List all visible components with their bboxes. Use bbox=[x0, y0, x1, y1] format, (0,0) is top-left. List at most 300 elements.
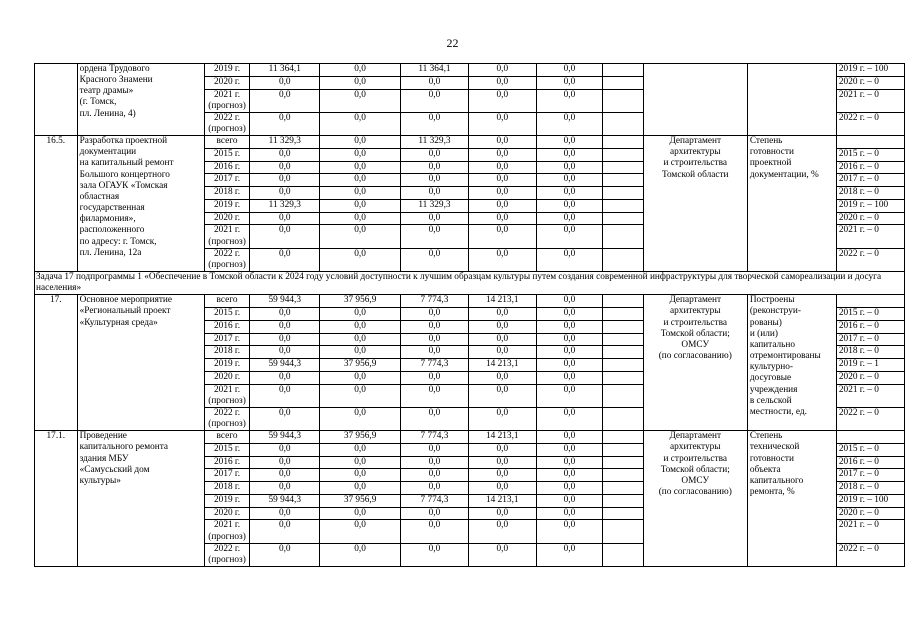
value-cell: 37 956,9 bbox=[320, 359, 401, 372]
table-row bbox=[35, 136, 905, 149]
value-cell: 0,0 bbox=[250, 384, 320, 407]
year-cell bbox=[204, 482, 250, 495]
value-cell: 0,0 bbox=[320, 346, 401, 359]
executor-line: и строительства bbox=[663, 158, 728, 169]
empty-cell bbox=[603, 456, 643, 469]
item-name-line: Основное мероприятие bbox=[79, 295, 173, 306]
value-cell: 0,0 bbox=[536, 359, 602, 372]
value-cell: 0,0 bbox=[320, 225, 401, 248]
year-cell bbox=[204, 431, 250, 444]
empty-cell bbox=[603, 64, 643, 77]
value-cell: 0,0 bbox=[536, 333, 602, 346]
year-cell bbox=[204, 507, 250, 520]
empty-cell bbox=[603, 187, 643, 200]
value-cell: 0,0 bbox=[536, 346, 602, 359]
item-name-line: на капитальный ремонт bbox=[79, 158, 174, 169]
year-line: (прогноз) bbox=[208, 100, 246, 111]
value-cell: 0,0 bbox=[320, 112, 401, 135]
value-cell: 0,0 bbox=[468, 89, 536, 112]
value-cell: 11 329,3 bbox=[401, 199, 469, 212]
indicator-line: рованы) bbox=[749, 317, 782, 328]
value-cell: 14 213,1 bbox=[468, 295, 536, 308]
year-cell bbox=[204, 89, 250, 112]
value-cell: 0,0 bbox=[468, 320, 536, 333]
item-name-line: Разработка проектной bbox=[79, 136, 168, 147]
indicator-line: объекта bbox=[749, 464, 781, 475]
indicator-line: местности, ед. bbox=[749, 406, 807, 417]
executor-line: и строительства bbox=[663, 317, 728, 328]
year-line: 2022 г. bbox=[214, 543, 241, 554]
empty-cell bbox=[603, 161, 643, 174]
year-line: 2020 г. bbox=[214, 371, 241, 382]
year-cell bbox=[204, 187, 250, 200]
value-cell: 0,0 bbox=[320, 64, 401, 77]
executor bbox=[643, 295, 747, 431]
value-cell: 0,0 bbox=[250, 187, 320, 200]
indicator-value: 2019 г. – 100 bbox=[836, 64, 904, 77]
empty-cell bbox=[603, 308, 643, 321]
item-name-line: государственная bbox=[79, 203, 145, 214]
value-cell: 7 774,3 bbox=[401, 431, 469, 444]
item-name bbox=[77, 64, 204, 136]
year-cell bbox=[204, 161, 250, 174]
item-name-line: Красного Знамени bbox=[79, 75, 153, 86]
value-cell: 0,0 bbox=[250, 308, 320, 321]
value-cell: 0,0 bbox=[536, 456, 602, 469]
executor-line: (по согласованию) bbox=[658, 351, 732, 362]
item-name-line: культуры» bbox=[79, 475, 121, 486]
value-cell: 0,0 bbox=[536, 225, 602, 248]
value-cell: 0,0 bbox=[401, 148, 469, 161]
year-line: (прогноз) bbox=[208, 395, 246, 406]
empty-cell bbox=[603, 407, 643, 430]
year-cell bbox=[204, 520, 250, 543]
value-cell: 0,0 bbox=[250, 89, 320, 112]
value-cell: 0,0 bbox=[250, 407, 320, 430]
value-cell: 0,0 bbox=[536, 543, 602, 566]
year-cell bbox=[204, 308, 250, 321]
value-cell: 0,0 bbox=[401, 76, 469, 89]
value-cell: 0,0 bbox=[320, 212, 401, 225]
executor bbox=[643, 136, 747, 272]
year-cell bbox=[204, 371, 250, 384]
value-cell: 0,0 bbox=[536, 148, 602, 161]
year-line: 2015 г. bbox=[214, 443, 241, 454]
value-cell: 0,0 bbox=[468, 443, 536, 456]
value-cell: 0,0 bbox=[401, 469, 469, 482]
year-line: 2021 г. bbox=[214, 225, 241, 236]
value-cell: 0,0 bbox=[468, 520, 536, 543]
indicator-value: 2020 г. – 0 bbox=[836, 371, 904, 384]
executor-line: Томской области; bbox=[660, 328, 730, 339]
value-cell: 0,0 bbox=[468, 543, 536, 566]
year-cell bbox=[204, 64, 250, 77]
value-cell: 0,0 bbox=[250, 482, 320, 495]
indicator-value: 2022 г. – 0 bbox=[836, 112, 904, 135]
year-cell bbox=[204, 136, 250, 149]
indicator-line: Степень bbox=[749, 431, 783, 442]
value-cell: 0,0 bbox=[536, 407, 602, 430]
value-cell: 0,0 bbox=[250, 248, 320, 271]
value-cell: 0,0 bbox=[536, 431, 602, 444]
indicator-line: технической bbox=[749, 442, 800, 453]
value-cell: 59 944,3 bbox=[250, 359, 320, 372]
item-number: 17.1. bbox=[35, 431, 78, 567]
year-line: 2020 г. bbox=[214, 76, 241, 87]
value-cell: 0,0 bbox=[536, 136, 602, 149]
value-cell: 0,0 bbox=[536, 384, 602, 407]
year-cell bbox=[204, 494, 250, 507]
year-line: 2017 г. bbox=[214, 174, 241, 185]
value-cell: 0,0 bbox=[320, 89, 401, 112]
value-cell: 0,0 bbox=[320, 320, 401, 333]
value-cell: 0,0 bbox=[320, 520, 401, 543]
year-cell bbox=[204, 469, 250, 482]
value-cell: 0,0 bbox=[536, 174, 602, 187]
executor-line: Томской области bbox=[661, 169, 729, 180]
year-line: 2019 г. bbox=[214, 359, 241, 370]
year-cell bbox=[204, 248, 250, 271]
indicator-line: учреждения bbox=[749, 384, 798, 395]
value-cell: 7 774,3 bbox=[401, 494, 469, 507]
executor-line: архитектуры bbox=[670, 442, 721, 453]
indicator-value: 2016 г. – 0 bbox=[836, 161, 904, 174]
indicator-line: досуговые bbox=[749, 373, 792, 384]
value-cell: 0,0 bbox=[250, 469, 320, 482]
value-cell: 37 956,9 bbox=[320, 295, 401, 308]
indicator-value: 2021 г. – 0 bbox=[836, 520, 904, 543]
value-cell: 0,0 bbox=[536, 469, 602, 482]
indicator-value bbox=[836, 136, 904, 149]
indicator-value: 2021 г. – 0 bbox=[836, 384, 904, 407]
indicator-value: 2018 г. – 0 bbox=[836, 187, 904, 200]
value-cell: 0,0 bbox=[401, 320, 469, 333]
year-line: 2020 г. bbox=[214, 507, 241, 518]
value-cell: 0,0 bbox=[468, 136, 536, 149]
year-cell bbox=[204, 212, 250, 225]
item-name-line: «Самусьский дом bbox=[79, 464, 150, 475]
value-cell: 14 213,1 bbox=[468, 494, 536, 507]
empty-cell bbox=[603, 494, 643, 507]
year-line: (прогноз) bbox=[208, 123, 246, 134]
year-cell bbox=[204, 320, 250, 333]
indicator-value: 2022 г. – 0 bbox=[836, 407, 904, 430]
item-name-line: «Региональный проект bbox=[79, 306, 171, 317]
indicator-name bbox=[747, 136, 836, 272]
value-cell: 0,0 bbox=[468, 456, 536, 469]
value-cell: 0,0 bbox=[320, 308, 401, 321]
indicator-value: 2020 г. – 0 bbox=[836, 76, 904, 89]
indicator-line: документации, % bbox=[749, 169, 819, 180]
value-cell: 0,0 bbox=[320, 371, 401, 384]
value-cell: 0,0 bbox=[468, 174, 536, 187]
year-line: 2018 г. bbox=[214, 482, 241, 493]
empty-cell bbox=[603, 482, 643, 495]
value-cell: 11 329,3 bbox=[250, 136, 320, 149]
item-name-line: Проведение bbox=[79, 431, 127, 442]
item-name-line: филармония», bbox=[79, 214, 136, 225]
indicator-value: 2018 г. – 0 bbox=[836, 346, 904, 359]
value-cell: 11 364,1 bbox=[401, 64, 469, 77]
item-name bbox=[77, 136, 204, 272]
indicator-line: капитального bbox=[749, 475, 804, 486]
year-line: 2016 г. bbox=[214, 320, 241, 331]
value-cell: 0,0 bbox=[401, 456, 469, 469]
value-cell: 0,0 bbox=[468, 507, 536, 520]
indicator-line: готовности bbox=[749, 147, 794, 158]
value-cell: 59 944,3 bbox=[250, 494, 320, 507]
indicator-value: 2019 г. – 100 bbox=[836, 199, 904, 212]
value-cell: 0,0 bbox=[536, 494, 602, 507]
value-cell: 0,0 bbox=[320, 469, 401, 482]
empty-cell bbox=[603, 212, 643, 225]
value-cell: 0,0 bbox=[250, 174, 320, 187]
indicator-line: капитально bbox=[749, 339, 796, 350]
value-cell: 0,0 bbox=[320, 384, 401, 407]
empty-cell bbox=[603, 199, 643, 212]
indicator-value: 2022 г. – 0 bbox=[836, 543, 904, 566]
year-line: 2019 г. bbox=[214, 64, 241, 74]
value-cell: 0,0 bbox=[536, 76, 602, 89]
value-cell: 11 329,3 bbox=[250, 199, 320, 212]
year-cell bbox=[204, 346, 250, 359]
year-line: 2017 г. bbox=[214, 469, 241, 480]
value-cell: 0,0 bbox=[250, 543, 320, 566]
empty-cell bbox=[603, 136, 643, 149]
page-number: 22 bbox=[446, 36, 459, 50]
executor-line: Департамент bbox=[669, 431, 722, 442]
indicator-line: культурно- bbox=[749, 362, 793, 373]
indicator-name bbox=[747, 295, 836, 431]
value-cell: 11 329,3 bbox=[401, 136, 469, 149]
value-cell: 0,0 bbox=[250, 76, 320, 89]
year-line: всего bbox=[216, 136, 238, 147]
value-cell: 0,0 bbox=[468, 199, 536, 212]
table-row bbox=[35, 295, 905, 308]
value-cell: 0,0 bbox=[401, 308, 469, 321]
value-cell: 0,0 bbox=[401, 187, 469, 200]
value-cell: 0,0 bbox=[536, 520, 602, 543]
value-cell: 0,0 bbox=[250, 225, 320, 248]
empty-cell bbox=[603, 507, 643, 520]
task-row bbox=[35, 272, 905, 295]
value-cell: 0,0 bbox=[536, 371, 602, 384]
indicator-value: 2015 г. – 0 bbox=[836, 308, 904, 321]
value-cell: 0,0 bbox=[320, 248, 401, 271]
value-cell: 0,0 bbox=[320, 482, 401, 495]
year-line: (прогноз) bbox=[208, 554, 246, 565]
indicator-value: 2017 г. – 0 bbox=[836, 469, 904, 482]
year-cell bbox=[204, 456, 250, 469]
value-cell: 0,0 bbox=[250, 443, 320, 456]
value-cell: 0,0 bbox=[468, 384, 536, 407]
empty-cell bbox=[603, 148, 643, 161]
empty-cell bbox=[603, 112, 643, 135]
year-line: 2017 г. bbox=[214, 333, 241, 344]
empty-cell bbox=[603, 443, 643, 456]
year-line: всего bbox=[216, 295, 238, 306]
indicator-value bbox=[836, 295, 904, 308]
executor-line: (по согласованию) bbox=[658, 486, 732, 497]
value-cell: 0,0 bbox=[320, 136, 401, 149]
value-cell: 0,0 bbox=[468, 212, 536, 225]
year-line: 2015 г. bbox=[214, 148, 241, 159]
item-number: 17. bbox=[35, 295, 78, 431]
empty-cell bbox=[603, 384, 643, 407]
value-cell: 0,0 bbox=[468, 112, 536, 135]
indicator-line: Степень bbox=[749, 136, 783, 147]
value-cell: 0,0 bbox=[536, 112, 602, 135]
value-cell: 0,0 bbox=[320, 543, 401, 566]
value-cell: 0,0 bbox=[536, 161, 602, 174]
value-cell: 0,0 bbox=[250, 346, 320, 359]
value-cell: 0,0 bbox=[320, 333, 401, 346]
value-cell: 0,0 bbox=[401, 384, 469, 407]
indicator-line: (реконструи- bbox=[749, 306, 801, 317]
value-cell: 0,0 bbox=[468, 225, 536, 248]
item-name-line: здания МБУ bbox=[79, 453, 129, 464]
year-line: 2016 г. bbox=[214, 161, 241, 172]
value-cell: 0,0 bbox=[401, 507, 469, 520]
indicator-value: 2016 г. – 0 bbox=[836, 320, 904, 333]
indicator-value: 2022 г. – 0 bbox=[836, 248, 904, 271]
value-cell: 0,0 bbox=[401, 346, 469, 359]
item-name-line: областная bbox=[79, 191, 120, 202]
value-cell: 0,0 bbox=[250, 520, 320, 543]
indicator-line: в сельской bbox=[749, 395, 792, 406]
value-cell: 0,0 bbox=[320, 407, 401, 430]
value-cell: 0,0 bbox=[250, 161, 320, 174]
item-name bbox=[77, 431, 204, 567]
value-cell: 0,0 bbox=[250, 333, 320, 346]
item-name-line: расположенного bbox=[79, 225, 145, 236]
value-cell: 0,0 bbox=[320, 199, 401, 212]
executor-line: и строительства bbox=[663, 453, 728, 464]
value-cell: 0,0 bbox=[536, 308, 602, 321]
empty-cell bbox=[603, 371, 643, 384]
indicator-value: 2016 г. – 0 bbox=[836, 456, 904, 469]
value-cell: 0,0 bbox=[401, 482, 469, 495]
year-line: (прогноз) bbox=[208, 259, 246, 270]
year-cell bbox=[204, 295, 250, 308]
year-cell bbox=[204, 384, 250, 407]
indicator-value: 2017 г. – 0 bbox=[836, 174, 904, 187]
item-name bbox=[77, 295, 204, 431]
year-cell bbox=[204, 112, 250, 135]
value-cell: 0,0 bbox=[401, 371, 469, 384]
year-line: (прогноз) bbox=[208, 531, 246, 542]
table-row bbox=[35, 431, 905, 444]
value-cell: 0,0 bbox=[536, 507, 602, 520]
value-cell: 0,0 bbox=[401, 161, 469, 174]
value-cell: 0,0 bbox=[401, 248, 469, 271]
value-cell: 0,0 bbox=[250, 320, 320, 333]
value-cell: 0,0 bbox=[468, 407, 536, 430]
value-cell: 0,0 bbox=[401, 520, 469, 543]
executor-line: Томской области; bbox=[660, 464, 730, 475]
indicator-value: 2021 г. – 0 bbox=[836, 225, 904, 248]
value-cell: 0,0 bbox=[468, 346, 536, 359]
empty-cell bbox=[603, 346, 643, 359]
year-line: 2015 г. bbox=[214, 308, 241, 319]
empty-cell bbox=[603, 225, 643, 248]
item-name-line: «Культурная среда» bbox=[79, 317, 158, 328]
value-cell: 59 944,3 bbox=[250, 295, 320, 308]
value-cell: 0,0 bbox=[401, 174, 469, 187]
value-cell: 0,0 bbox=[536, 320, 602, 333]
value-cell: 11 364,1 bbox=[250, 64, 320, 77]
year-line: всего bbox=[216, 431, 238, 442]
year-line: 2018 г. bbox=[214, 346, 241, 357]
value-cell: 0,0 bbox=[536, 248, 602, 271]
value-cell: 0,0 bbox=[320, 507, 401, 520]
value-cell: 0,0 bbox=[401, 407, 469, 430]
year-line: 2020 г. bbox=[214, 212, 241, 223]
value-cell: 0,0 bbox=[468, 248, 536, 271]
value-cell: 0,0 bbox=[401, 333, 469, 346]
year-cell bbox=[204, 76, 250, 89]
value-cell: 0,0 bbox=[468, 187, 536, 200]
executor bbox=[643, 64, 747, 136]
empty-cell bbox=[603, 320, 643, 333]
empty-cell bbox=[603, 431, 643, 444]
value-cell: 0,0 bbox=[536, 212, 602, 225]
executor-line: ОМСУ bbox=[681, 475, 710, 486]
item-name-line: пл. Ленина, 12а bbox=[79, 247, 142, 258]
year-cell bbox=[204, 407, 250, 430]
value-cell: 0,0 bbox=[468, 76, 536, 89]
year-cell bbox=[204, 225, 250, 248]
indicator-line: проектной bbox=[749, 158, 792, 169]
empty-cell bbox=[603, 89, 643, 112]
item-name-line: пл. Ленина, 4) bbox=[79, 108, 136, 119]
value-cell: 0,0 bbox=[536, 443, 602, 456]
value-cell: 0,0 bbox=[401, 543, 469, 566]
executor-line: Департамент bbox=[669, 295, 722, 306]
year-cell bbox=[204, 333, 250, 346]
value-cell: 0,0 bbox=[250, 456, 320, 469]
executor-line: ОМСУ bbox=[681, 339, 710, 350]
indicator-line: и (или) bbox=[749, 328, 778, 339]
executor-line: Департамент bbox=[669, 136, 722, 147]
indicator-value: 2018 г. – 0 bbox=[836, 482, 904, 495]
value-cell: 0,0 bbox=[250, 371, 320, 384]
program-table bbox=[34, 63, 905, 567]
executor bbox=[643, 431, 747, 567]
item-name-line: ордена Трудового bbox=[79, 64, 150, 74]
empty-cell bbox=[603, 359, 643, 372]
table-row bbox=[35, 64, 905, 77]
indicator-line: Построены bbox=[749, 295, 795, 306]
item-name-line: капитального ремонта bbox=[79, 442, 168, 453]
value-cell: 0,0 bbox=[320, 443, 401, 456]
indicator-line: отремонтированы bbox=[749, 351, 821, 362]
indicator-name bbox=[747, 64, 836, 136]
year-line: (прогноз) bbox=[208, 236, 246, 247]
indicator-value: 2015 г. – 0 bbox=[836, 148, 904, 161]
item-name-line: зала ОГАУК «Томская bbox=[79, 180, 168, 191]
year-line: (прогноз) bbox=[208, 419, 246, 430]
value-cell: 0,0 bbox=[536, 199, 602, 212]
value-cell: 0,0 bbox=[536, 482, 602, 495]
task-heading: Задача 17 подпрограммы 1 «Обеспечение в Томской области к 2024 году условий доступности к лучшим образцам культуры путем создания современной инфраструктуры для творческой самореализации и досуга населения» bbox=[35, 272, 905, 295]
value-cell: 0,0 bbox=[401, 112, 469, 135]
year-line: 2021 г. bbox=[214, 520, 241, 531]
value-cell: 7 774,3 bbox=[401, 295, 469, 308]
year-line: 2019 г. bbox=[214, 494, 241, 505]
value-cell: 0,0 bbox=[536, 64, 602, 77]
indicator-name bbox=[747, 431, 836, 567]
